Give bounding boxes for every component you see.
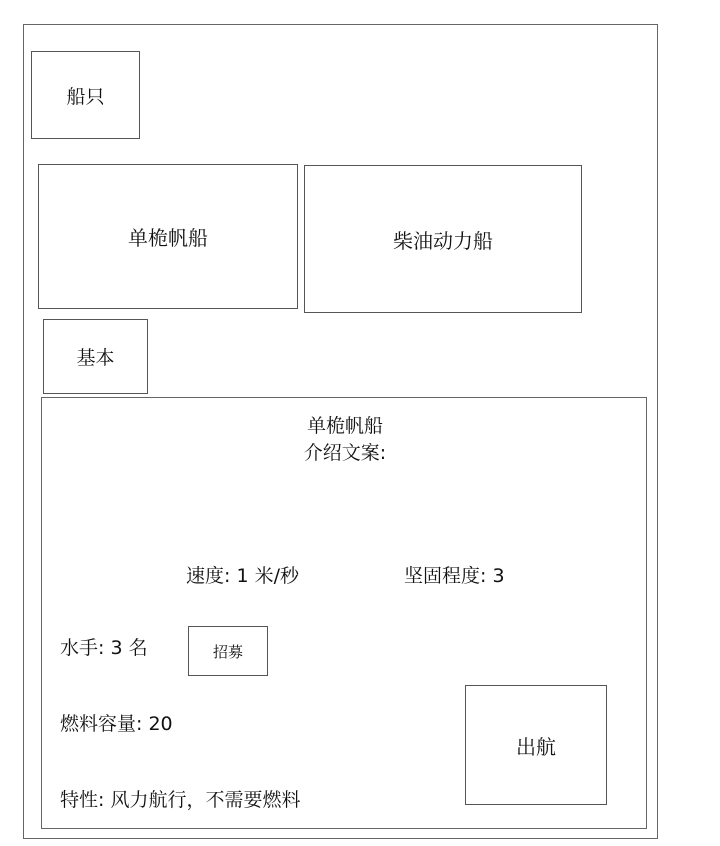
ship-option-label: 单桅帆船 (128, 226, 208, 250)
ship-speed: 速度: 1 米/秒 (186, 565, 299, 587)
ship-option-label: 柴油动力船 (393, 228, 493, 253)
tab-ships-label: 船只 (66, 85, 105, 108)
tab-basic[interactable] (43, 319, 148, 394)
recruit-button[interactable] (188, 626, 268, 676)
ship-option-diesel-boat[interactable] (304, 165, 582, 313)
set-sail-button-label: 出航 (516, 734, 556, 759)
ship-fuel-capacity: 燃料容量: 20 (60, 713, 173, 735)
tab-basic-label: 基本 (76, 347, 115, 369)
ship-name: 单桅帆船 (306, 415, 383, 437)
ship-intro: 介绍文案: (303, 442, 387, 464)
ship-option-single-mast-sailboat[interactable] (38, 164, 298, 309)
set-sail-button[interactable] (465, 685, 607, 805)
ship-traits: 特性: 风力航行，不需要燃料 (60, 789, 301, 811)
ship-sailors: 水手: 3 名 (60, 637, 148, 659)
ship-solidity: 坚固程度: 3 (404, 565, 505, 587)
tab-ships[interactable] (31, 51, 140, 139)
recruit-button-label: 招募 (212, 642, 243, 661)
